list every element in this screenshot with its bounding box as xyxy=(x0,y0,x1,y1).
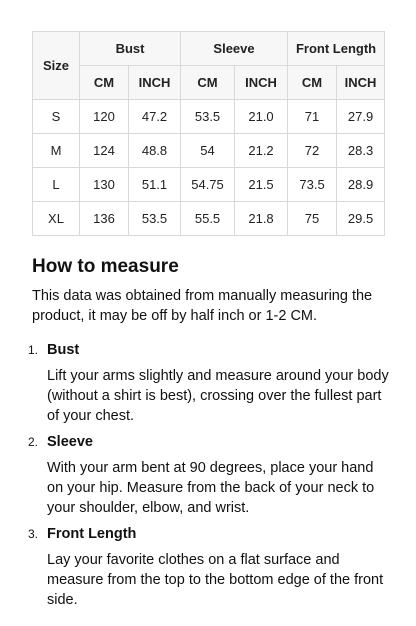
table-cell: 29.5 xyxy=(337,202,385,236)
unit-header: CM xyxy=(181,66,235,100)
table-cell: 130 xyxy=(80,168,129,202)
table-cell: 21.2 xyxy=(235,134,288,168)
table-row xyxy=(33,168,385,202)
step-description: Lay your favorite clothes on a flat surface and measure from the top to the bottom edge of the front side. xyxy=(47,552,384,608)
step-title: Front Length xyxy=(47,526,137,542)
table-cell: 54.75 xyxy=(181,168,235,202)
how-to-measure-section xyxy=(28,254,392,616)
table-cell: 47.2 xyxy=(129,100,181,134)
table-cell: 120 xyxy=(80,100,129,134)
table-header-row xyxy=(33,32,385,66)
table-row xyxy=(33,100,385,134)
table-cell: 28.3 xyxy=(337,134,385,168)
step-title: Sleeve xyxy=(47,434,93,450)
size-cell: L xyxy=(33,168,80,202)
table-cell: 21.8 xyxy=(235,202,288,236)
intro-text: This data was obtained from manually measuring the product, it may be off by half inch or 1-2 CM. xyxy=(32,288,373,324)
unit-header: INCH xyxy=(235,66,288,100)
sleeve-group-header: Sleeve xyxy=(181,32,288,66)
table-cell: 21.0 xyxy=(235,100,288,134)
table-cell: 53.5 xyxy=(129,202,181,236)
step-description: With your arm bent at 90 degrees, place your hand on your hip. Measure from the back of your neck to your shoulder, elbow, and wrist. xyxy=(47,460,375,516)
step-number: 3. xyxy=(28,527,39,541)
step-title: Bust xyxy=(47,342,80,358)
table-cell: 48.8 xyxy=(129,134,181,168)
table-cell: 73.5 xyxy=(288,168,337,202)
step-number: 2. xyxy=(28,435,39,449)
step-description: Lift your arms slightly and measure around your body (without a shirt is best), crossing over the fullest part of your chest. xyxy=(47,368,389,424)
table-cell: 71 xyxy=(288,100,337,134)
table-cell: 27.9 xyxy=(337,100,385,134)
size-column-header: Size xyxy=(33,32,80,100)
front-length-group-header: Front Length xyxy=(288,32,385,66)
table-cell: 124 xyxy=(80,134,129,168)
list-item xyxy=(28,340,392,426)
table-row xyxy=(33,134,385,168)
table-cell: 28.9 xyxy=(337,168,385,202)
unit-header: CM xyxy=(288,66,337,100)
size-cell: XL xyxy=(33,202,80,236)
unit-header: CM xyxy=(80,66,129,100)
table-unit-row xyxy=(33,66,385,100)
table-cell: 75 xyxy=(288,202,337,236)
table-cell: 53.5 xyxy=(181,100,235,134)
measure-steps-list xyxy=(28,340,392,610)
table-cell: 21.5 xyxy=(235,168,288,202)
list-item xyxy=(28,432,392,518)
bust-group-header: Bust xyxy=(80,32,181,66)
table-cell: 54 xyxy=(181,134,235,168)
unit-header: INCH xyxy=(337,66,385,100)
table-row xyxy=(33,202,385,236)
table-cell: 72 xyxy=(288,134,337,168)
section-title: How to measure xyxy=(32,256,179,277)
size-cell: S xyxy=(33,100,80,134)
size-cell: M xyxy=(33,134,80,168)
list-item xyxy=(28,524,392,610)
table-cell: 51.1 xyxy=(129,168,181,202)
table-cell: 55.5 xyxy=(181,202,235,236)
size-chart-table xyxy=(32,31,385,236)
unit-header: INCH xyxy=(129,66,181,100)
table-cell: 136 xyxy=(80,202,129,236)
step-number: 1. xyxy=(28,343,39,357)
